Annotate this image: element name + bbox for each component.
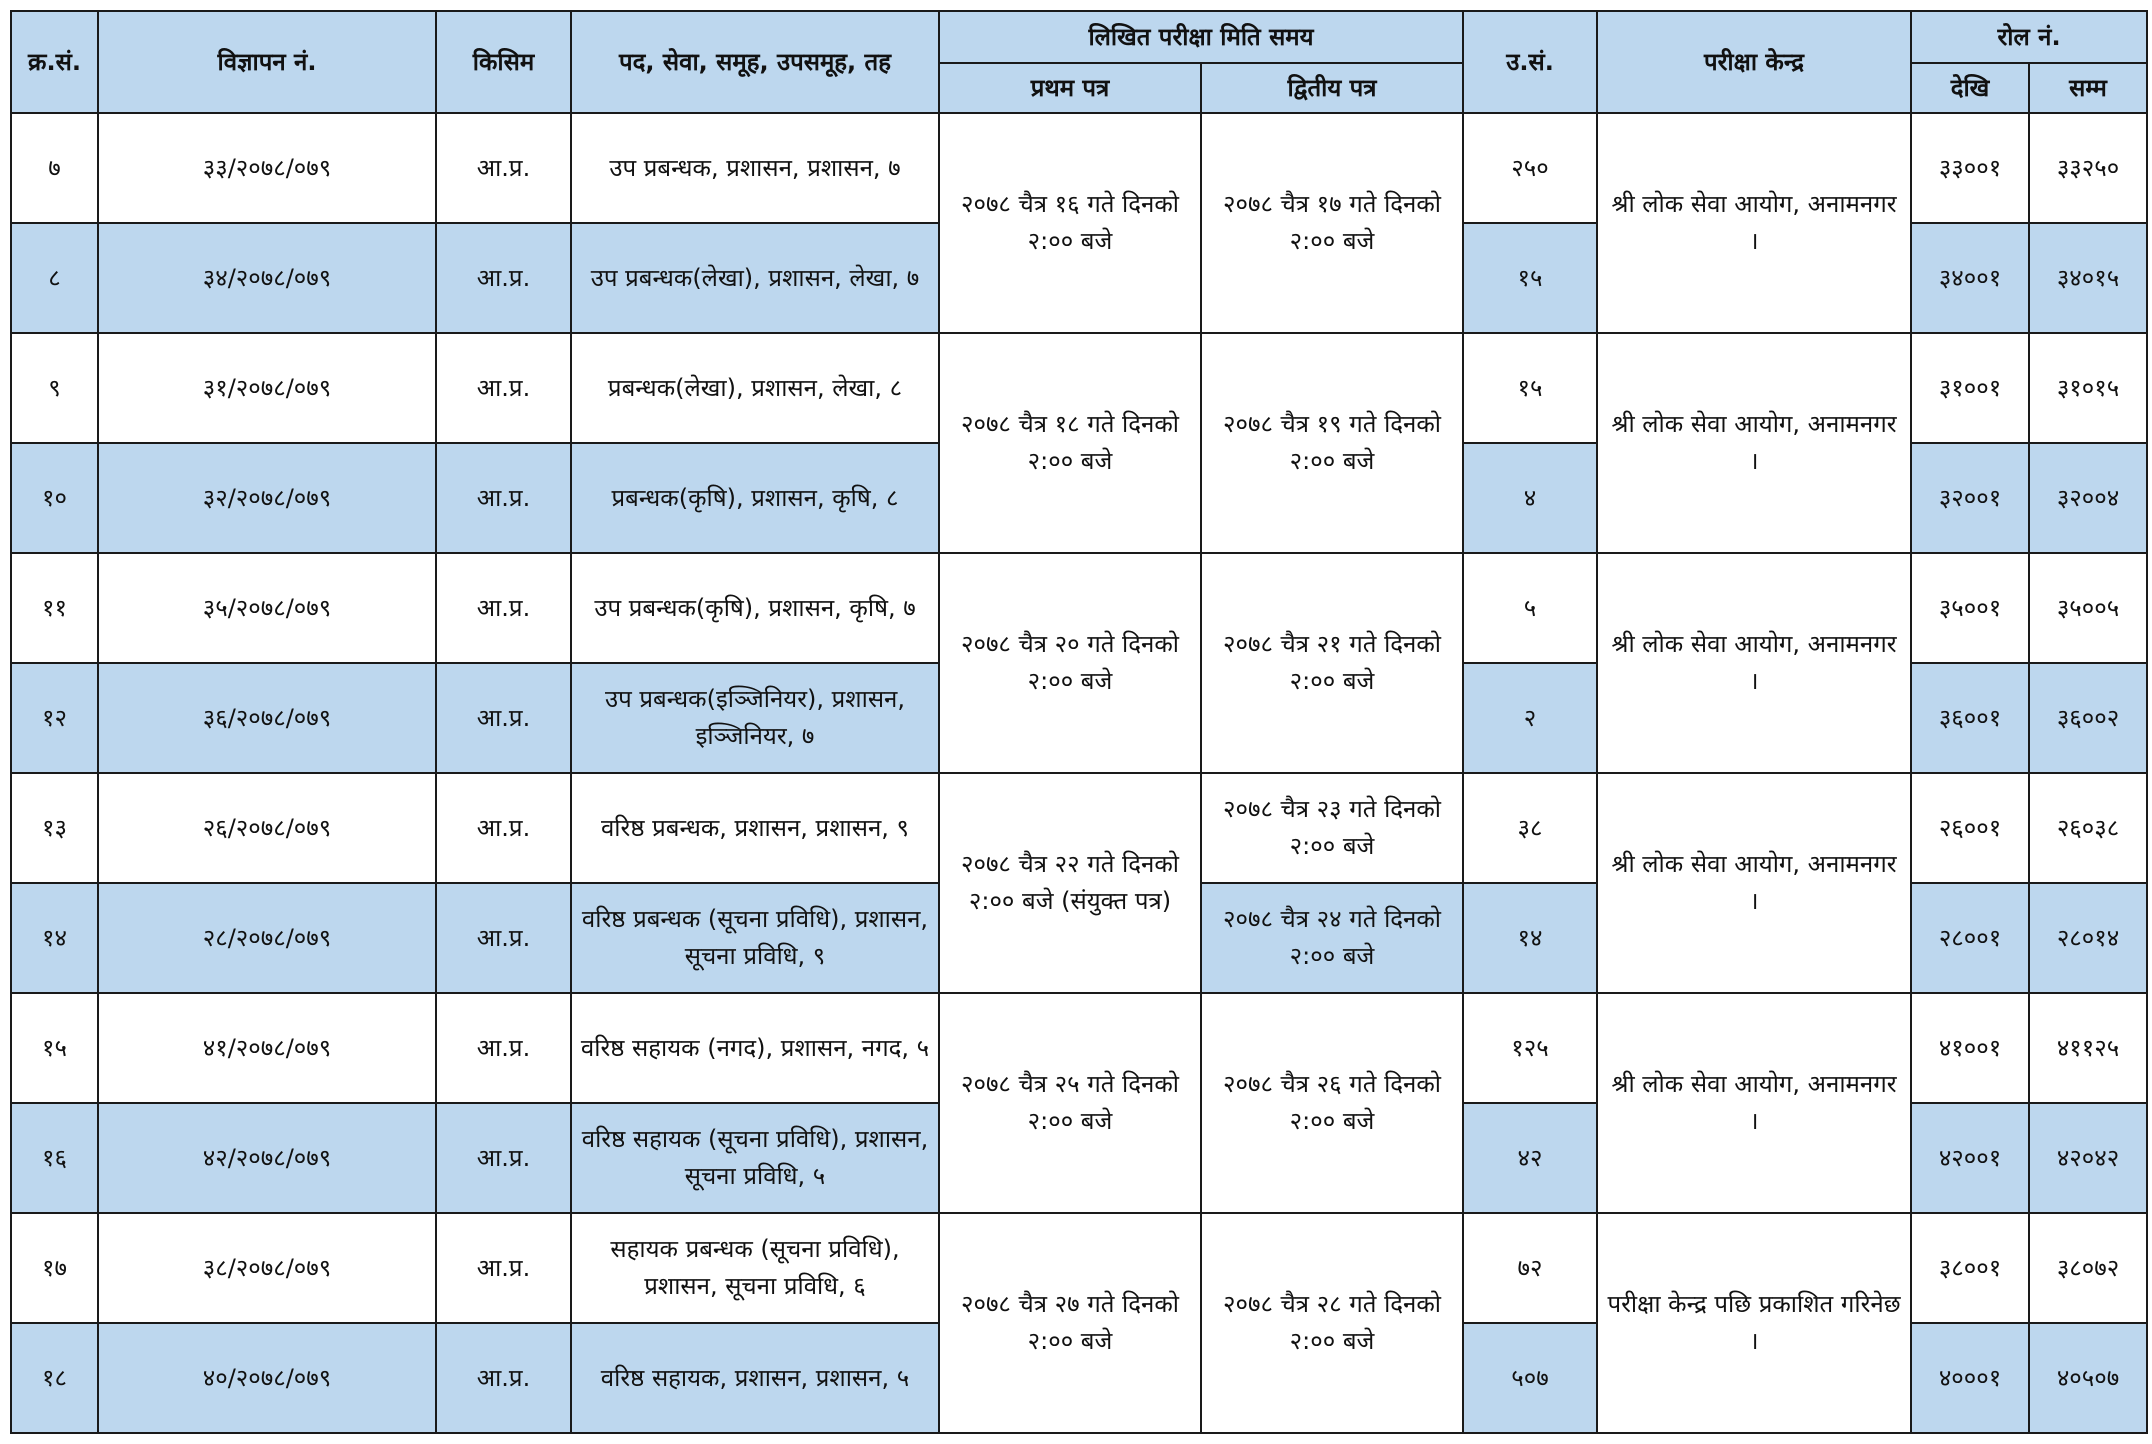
post-cell: वरिष्ठ सहायक, प्रशासन, प्रशासन, ५ [571, 1323, 939, 1433]
roll-from-cell: ३५००१ [1911, 553, 2029, 663]
serial-number-cell: १८ [11, 1323, 98, 1433]
serial-number-cell: १६ [11, 1103, 98, 1213]
serial-number-cell: १२ [11, 663, 98, 773]
candidates-cell: ५०७ [1463, 1323, 1597, 1433]
post-cell: सहायक प्रबन्धक (सूचना प्रविधि), प्रशासन, सूचना प्रविधि, ६ [571, 1213, 939, 1323]
roll-from-cell: ३४००१ [1911, 223, 2029, 333]
first-paper-datetime-cell: २०७८ चैत्र १६ गते दिनको २:०० बजे [939, 113, 1201, 333]
roll-to-cell: २८०१४ [2029, 883, 2147, 993]
roll-from-cell: ३३००१ [1911, 113, 2029, 223]
advertisement-number-cell: ४१/२०७८/०७९ [98, 993, 436, 1103]
table-header [11, 11, 2147, 113]
table-row [11, 1213, 2147, 1323]
exam-center-cell: श्री लोक सेवा आयोग, अनामनगर । [1597, 773, 1911, 993]
roll-from-cell: ४०००१ [1911, 1323, 2029, 1433]
header-roll-number: रोल नं. [1911, 11, 2147, 63]
candidates-cell: १४ [1463, 883, 1597, 993]
second-paper-datetime-cell: २०७८ चैत्र २४ गते दिनको २:०० बजे [1201, 883, 1463, 993]
roll-to-cell: ३६००२ [2029, 663, 2147, 773]
type-cell: आ.प्र. [436, 223, 571, 333]
post-cell: उप प्रबन्धक(कृषि), प्रशासन, कृषि, ७ [571, 553, 939, 663]
candidates-cell: ७२ [1463, 1213, 1597, 1323]
roll-from-cell: ४१००१ [1911, 993, 2029, 1103]
table-row [11, 993, 2147, 1103]
table-row [11, 553, 2147, 663]
type-cell: आ.प्र. [436, 333, 571, 443]
exam-center-cell: श्री लोक सेवा आयोग, अनामनगर । [1597, 333, 1911, 553]
roll-to-cell: ४११२५ [2029, 993, 2147, 1103]
exam-center-cell: परीक्षा केन्द्र पछि प्रकाशित गरिनेछ । [1597, 1213, 1911, 1433]
header-exam-center: परीक्षा केन्द्र [1597, 11, 1911, 113]
serial-number-cell: ८ [11, 223, 98, 333]
advertisement-number-cell: ३३/२०७८/०७९ [98, 113, 436, 223]
advertisement-number-cell: ३८/२०७८/०७९ [98, 1213, 436, 1323]
header-advertisement-number: विज्ञापन नं. [98, 11, 436, 113]
roll-from-cell: २६००१ [1911, 773, 2029, 883]
second-paper-datetime-cell: २०७८ चैत्र २१ गते दिनको २:०० बजे [1201, 553, 1463, 773]
second-paper-datetime-cell: २०७८ चैत्र २३ गते दिनको २:०० बजे [1201, 773, 1463, 883]
post-cell: उप प्रबन्धक(लेखा), प्रशासन, लेखा, ७ [571, 223, 939, 333]
first-paper-datetime-cell: २०७८ चैत्र २७ गते दिनको २:०० बजे [939, 1213, 1201, 1433]
serial-number-cell: ७ [11, 113, 98, 223]
serial-number-cell: ११ [11, 553, 98, 663]
type-cell: आ.प्र. [436, 663, 571, 773]
type-cell: आ.प्र. [436, 1323, 571, 1433]
post-cell: वरिष्ठ प्रबन्धक (सूचना प्रविधि), प्रशासन, सूचना प्रविधि, ९ [571, 883, 939, 993]
roll-from-cell: ३८००१ [1911, 1213, 2029, 1323]
header-roll-from: देखि [1911, 63, 2029, 113]
candidates-cell: २ [1463, 663, 1597, 773]
serial-number-cell: १४ [11, 883, 98, 993]
candidates-cell: ४२ [1463, 1103, 1597, 1213]
post-cell: प्रबन्धक(लेखा), प्रशासन, लेखा, ८ [571, 333, 939, 443]
post-cell: वरिष्ठ सहायक (नगद), प्रशासन, नगद, ५ [571, 993, 939, 1103]
type-cell: आ.प्र. [436, 113, 571, 223]
header-second-paper: द्वितीय पत्र [1201, 63, 1463, 113]
roll-to-cell: ३३२५० [2029, 113, 2147, 223]
advertisement-number-cell: ३६/२०७८/०७९ [98, 663, 436, 773]
serial-number-cell: १३ [11, 773, 98, 883]
candidates-cell: ४ [1463, 443, 1597, 553]
roll-to-cell: ३८०७२ [2029, 1213, 2147, 1323]
first-paper-datetime-cell: २०७८ चैत्र १८ गते दिनको २:०० बजे [939, 333, 1201, 553]
serial-number-cell: १५ [11, 993, 98, 1103]
header-candidates: उ.सं. [1463, 11, 1597, 113]
type-cell: आ.प्र. [436, 993, 571, 1103]
advertisement-number-cell: ४०/२०७८/०७९ [98, 1323, 436, 1433]
roll-to-cell: ४२०४२ [2029, 1103, 2147, 1213]
candidates-cell: १२५ [1463, 993, 1597, 1103]
type-cell: आ.प्र. [436, 883, 571, 993]
header-roll-to: सम्म [2029, 63, 2147, 113]
header-type: किसिम [436, 11, 571, 113]
advertisement-number-cell: ३१/२०७८/०७९ [98, 333, 436, 443]
type-cell: आ.प्र. [436, 1213, 571, 1323]
post-cell: उप प्रबन्धक, प्रशासन, प्रशासन, ७ [571, 113, 939, 223]
header-exam-datetime: लिखित परीक्षा मिति समय [939, 11, 1463, 63]
exam-schedule-table [10, 10, 2148, 1434]
roll-to-cell: ३२००४ [2029, 443, 2147, 553]
table-body [11, 113, 2147, 1433]
roll-from-cell: ३१००१ [1911, 333, 2029, 443]
advertisement-number-cell: ३५/२०७८/०७९ [98, 553, 436, 663]
advertisement-number-cell: २६/२०७८/०७९ [98, 773, 436, 883]
candidates-cell: १५ [1463, 333, 1597, 443]
post-cell: वरिष्ठ सहायक (सूचना प्रविधि), प्रशासन, सूचना प्रविधि, ५ [571, 1103, 939, 1213]
second-paper-datetime-cell: २०७८ चैत्र २८ गते दिनको २:०० बजे [1201, 1213, 1463, 1433]
second-paper-datetime-cell: २०७८ चैत्र २६ गते दिनको २:०० बजे [1201, 993, 1463, 1213]
type-cell: आ.प्र. [436, 773, 571, 883]
roll-to-cell: ३१०१५ [2029, 333, 2147, 443]
type-cell: आ.प्र. [436, 553, 571, 663]
type-cell: आ.प्र. [436, 1103, 571, 1213]
exam-center-cell: श्री लोक सेवा आयोग, अनामनगर । [1597, 553, 1911, 773]
second-paper-datetime-cell: २०७८ चैत्र १९ गते दिनको २:०० बजे [1201, 333, 1463, 553]
roll-from-cell: ३२००१ [1911, 443, 2029, 553]
serial-number-cell: १० [11, 443, 98, 553]
roll-from-cell: ४२००१ [1911, 1103, 2029, 1213]
first-paper-datetime-cell: २०७८ चैत्र २५ गते दिनको २:०० बजे [939, 993, 1201, 1213]
advertisement-number-cell: २८/२०७८/०७९ [98, 883, 436, 993]
serial-number-cell: ९ [11, 333, 98, 443]
post-cell: प्रबन्धक(कृषि), प्रशासन, कृषि, ८ [571, 443, 939, 553]
roll-from-cell: ३६००१ [1911, 663, 2029, 773]
candidates-cell: ३८ [1463, 773, 1597, 883]
type-cell: आ.प्र. [436, 443, 571, 553]
advertisement-number-cell: ३४/२०७८/०७९ [98, 223, 436, 333]
exam-center-cell: श्री लोक सेवा आयोग, अनामनगर । [1597, 993, 1911, 1213]
roll-to-cell: ३४०१५ [2029, 223, 2147, 333]
exam-center-cell: श्री लोक सेवा आयोग, अनामनगर । [1597, 113, 1911, 333]
candidates-cell: ५ [1463, 553, 1597, 663]
post-cell: वरिष्ठ प्रबन्धक, प्रशासन, प्रशासन, ९ [571, 773, 939, 883]
post-cell: उप प्रबन्धक(इञ्जिनियर), प्रशासन, इञ्जिनियर, ७ [571, 663, 939, 773]
second-paper-datetime-cell: २०७८ चैत्र १७ गते दिनको २:०० बजे [1201, 113, 1463, 333]
serial-number-cell: १७ [11, 1213, 98, 1323]
candidates-cell: १५ [1463, 223, 1597, 333]
table-row [11, 113, 2147, 223]
advertisement-number-cell: ३२/२०७८/०७९ [98, 443, 436, 553]
first-paper-datetime-cell: २०७८ चैत्र २० गते दिनको २:०० बजे [939, 553, 1201, 773]
exam-schedule-sheet [10, 10, 2146, 1430]
candidates-cell: २५० [1463, 113, 1597, 223]
table-row [11, 773, 2147, 883]
roll-from-cell: २८००१ [1911, 883, 2029, 993]
roll-to-cell: २६०३८ [2029, 773, 2147, 883]
advertisement-number-cell: ४२/२०७८/०७९ [98, 1103, 436, 1213]
header-first-paper: प्रथम पत्र [939, 63, 1201, 113]
table-row [11, 333, 2147, 443]
roll-to-cell: ३५००५ [2029, 553, 2147, 663]
first-paper-datetime-cell: २०७८ चैत्र २२ गते दिनको २:०० बजे (संयुक्त पत्र) [939, 773, 1201, 993]
header-post: पद, सेवा, समूह, उपसमूह, तह [571, 11, 939, 113]
header-serial-number: क्र.सं. [11, 11, 98, 113]
roll-to-cell: ४०५०७ [2029, 1323, 2147, 1433]
